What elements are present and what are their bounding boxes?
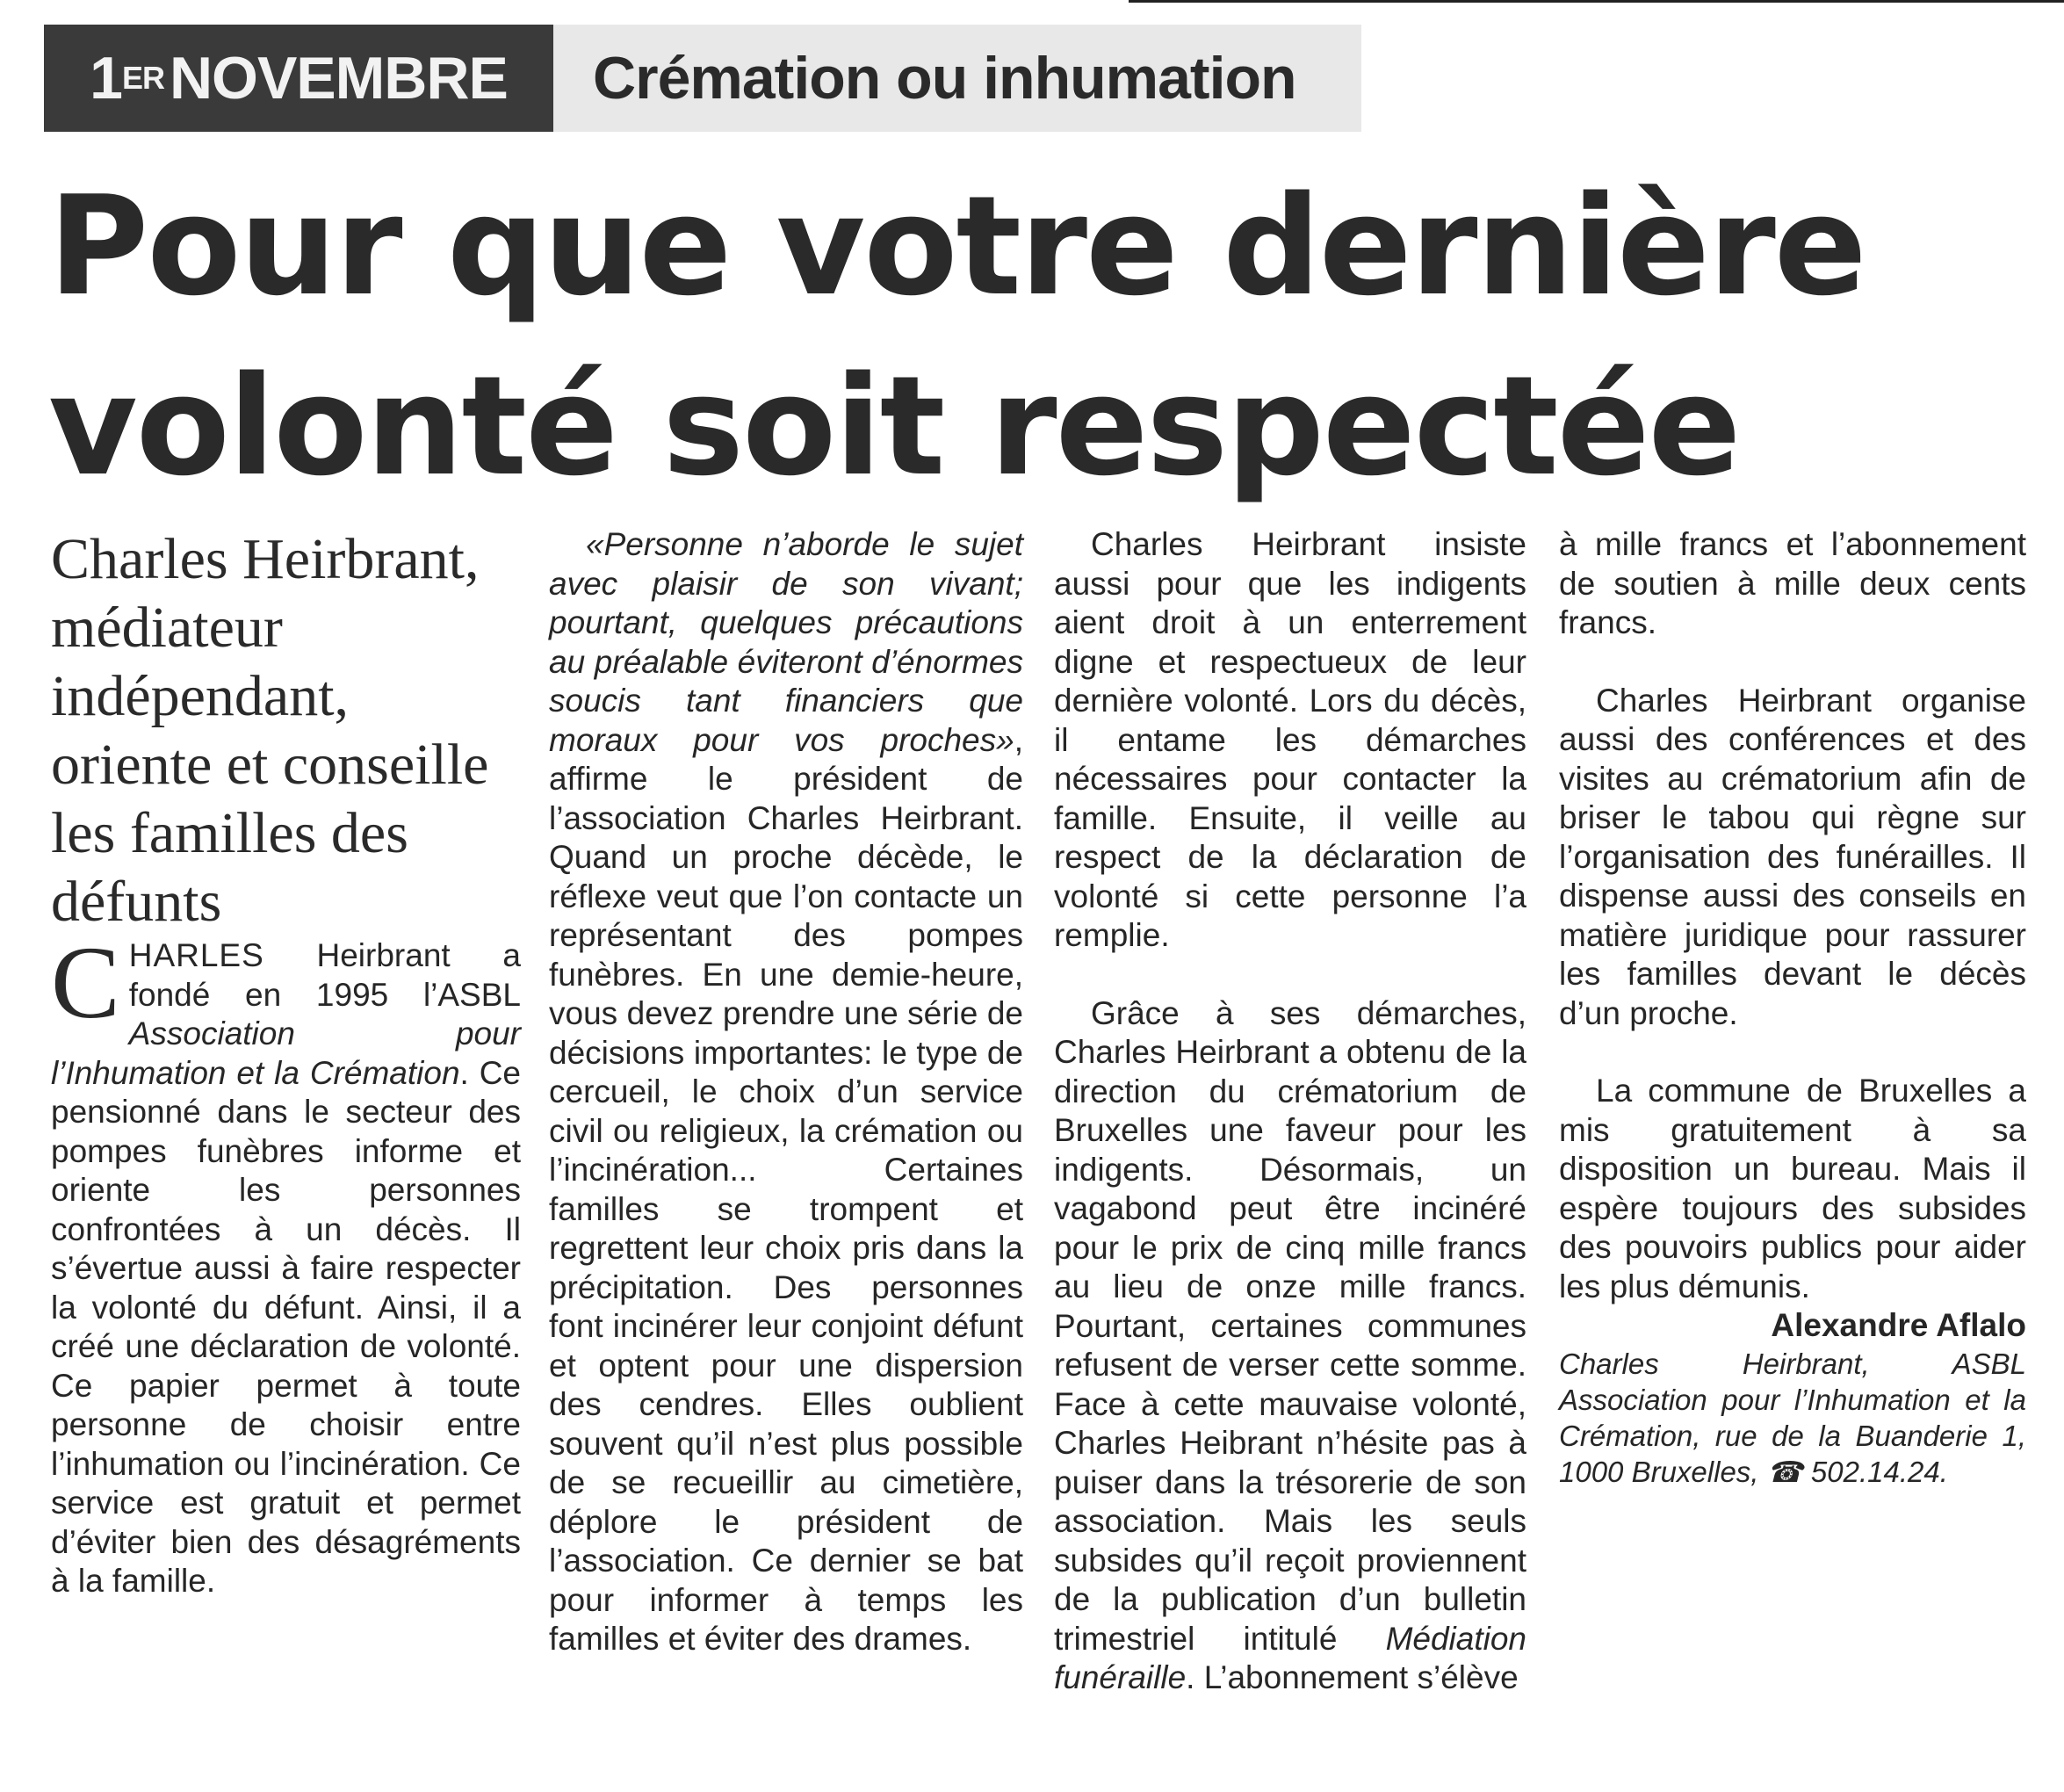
paragraph-1-text-a: Heirbrant a fondé en 1995 l’ASBL	[128, 937, 521, 1013]
deck: Charles Heirbrant, médiateur indépendant, oriente et conseille les familles des défunts	[51, 527, 489, 934]
kicker-month: NOVEMBRE	[169, 45, 508, 112]
section-kicker	[44, 25, 1361, 132]
association-name: Association pour l’Inhumation et la Crémation	[51, 1015, 521, 1091]
kicker-day: 1	[90, 45, 122, 112]
headline-line-2: volonté soit respectée	[48, 346, 1740, 506]
paragraph-4-text-b: . L’abonnement s’élève	[1186, 1659, 1519, 1695]
author-byline: Alexandre Aflalo	[1771, 1307, 2026, 1343]
article-column-4	[1559, 525, 2026, 1490]
paragraph-4-continued	[1559, 525, 2026, 643]
article-column-2	[549, 525, 1023, 1659]
paragraph-6: La commune de Bruxelles a mis gratuitement à sa disposition un bureau. Mais il espère toujours des subsides des pouvoirs publics pour aider les plus démunis.	[1559, 1073, 2026, 1304]
paragraph-2-text: , affirme le président de l’association Charles Heirbrant. Quand un proche décède, le réflexe veut que l’on contacte un représentant des pompes funèbres. En une demie-heure, vous devez prendre une série de décisions importantes: le type de cercueil, le choix d’un service civil ou religieux, la crémation ou l’incinération... Certaines familles se trompent et regrettent leur choix pris dans la précipitation. Des personnes font incinérer leur conjoint défunt et optent pour une dispersion des cendres. Elles oublient souvent qu’il n’est plus possible de se recueillir au cimetière, déplore le président de l’association. Ce dernier se bat pour informer à temps les familles et éviter des drames.	[549, 721, 1023, 1657]
contact-note: Charles Heirbrant, ASBL Association pour l’Inhumation et la Crémation, rue de la Buanderie 1, 1000 Bruxelles, ☎ 502.14.24.	[1559, 1347, 2026, 1488]
paragraph-3: Charles Heirbrant insiste aussi pour que les indigents aient droit à un enterrement digne et respectueux de leur dernière volonté. Lors du décès, il entame les démarches nécessaires pour contacter la famille. Ensuite, il veille au respect de la déclaration de volonté si cette personne l’a remplie.	[1054, 526, 1526, 953]
bulletin-title: Médiation funéraille	[1054, 1620, 1526, 1695]
article-column-3	[1054, 525, 1526, 1698]
paragraph-4-text-a: Grâce à ses démarches, Charles Heirbrant a obtenu de la direction du crématorium de Bruxelles une faveur pour les indigents. Désormais, un vagabond peut être incinéré pour le prix de cinq mille francs au lieu de onze mille francs. Pourtant, certaines communes refusent de verser cette somme. Face à cette mauvaise volonté, Charles Heibrant n’hésite pas à puiser dans la trésorerie de son association. Mais les seuls subsides qu’il reçoit proviennent de la publication d’un bulletin trimestriel intitulé	[1054, 994, 1526, 1657]
kicker-sup: ER	[121, 60, 164, 96]
headline-line-1: Pour que votre dernière	[48, 166, 1866, 326]
text-continued: à mille francs et l’abonnement de soutien à mille deux cents francs.	[1559, 526, 2026, 640]
paragraph-1-text-b: . Ce pensionné dans le secteur des pompes funèbres informe et oriente les personnes confrontées à un décès. Il s’évertue aussi à faire respecter la volonté du défunt. Ainsi, il a créé une déclaration de volonté. Ce papier permet à toute personne de choisir entre l’inhumation ou l’incinération. Ce service est gratuit et permet d’éviter bien des désagréments à la famille.	[51, 1054, 521, 1599]
top-rule	[1129, 0, 2064, 3]
paragraph-4	[1054, 994, 1526, 1698]
topic-label: Crémation ou inhumation	[553, 25, 1361, 132]
paragraph-5: Charles Heirbrant organise aussi des conférences et des visites au crématorium afin de briser le tabou qui règne sur l’organisation des funérailles. Il dispense aussi des conseils en matière juridique pour rassurer les familles devant le décès d’un proche.	[1559, 682, 2026, 1031]
lead-smallcaps: HARLES	[128, 937, 264, 973]
paragraph-1	[51, 925, 521, 1601]
date-kicker	[44, 25, 553, 132]
quote: «Personne n’aborde le sujet avec plaisir de son vivant; pourtant, quelques précautions au préalable éviteront d’énormes soucis tant financiers que moraux pour vos proches»	[549, 526, 1023, 758]
drop-cap: C	[51, 925, 120, 1040]
article-column-1	[51, 525, 521, 1601]
headline	[48, 156, 2033, 517]
paragraph-2	[549, 525, 1023, 1659]
